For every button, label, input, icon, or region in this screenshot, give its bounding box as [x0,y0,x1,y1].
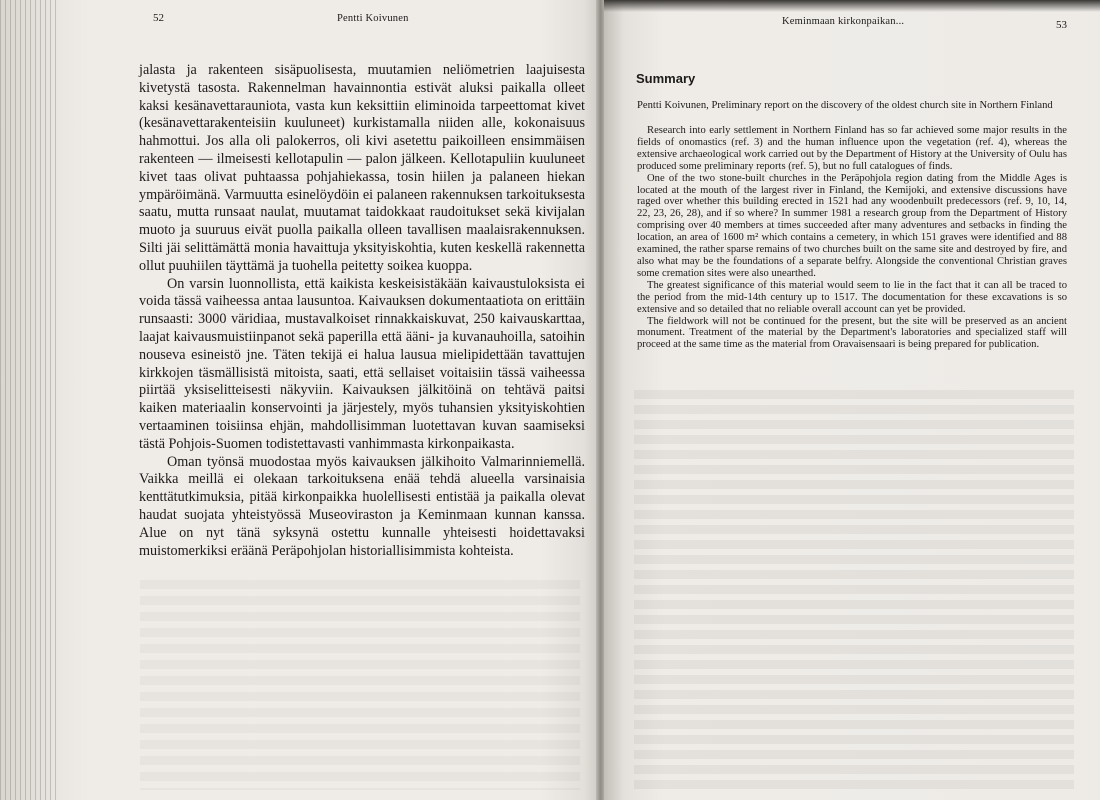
summary-body [637,125,1067,351]
summary-paragraph-4: The fieldwork will not be continued for the present, but the site will be preserved as an ancient monument. Treatment of the material by the Department's laboratories and specialized staff will proceed at the same time as the material from Oravaisensaari is being prepared for publication. [637,315,1067,351]
summary-paragraph-2: One of the two stone-built churches in the Peräpohjola region dating from the Middle Ages is located at the mouth of the largest river in Finland, the Kemijoki, and extensive discussions have raged over whether this building erected in 1521 had any woodenbuilt predecessors (ref. 9, 10, 14, 22, 23, 26, 28), and if so where? In summer 1981 a research group from the Department of History comprising over 40 members at times succeeded after many adventures and setbacks in finding the location, an area of 1600 m² which contains a cemetery, in which 151 graves were identified and 88 examined, the rather sparse remains of two churches built on the same site and destroyed by fire, and also what may be the foundations of a separate belfry. Alongside the conventional Christian graves some cremation sites were also unearthed. [637,172,1067,279]
paragraph-3: Oman työnsä muodostaa myös kaivauksen jälkihoito Valmarinniemellä. Vaikka meillä ei olekaan tarkoituksena enää tehdä alueella varsinaisia kenttätutkimuksia, pitää kirkonpaikka huolellisesti entistää ja paikalla olevat haudat suojata yhteistyössä Museoviraston ja Keminmaan kunnan kanssa. Alue on nyt tänä syksynä ostettu kunnalle yhteisesti hoidettavaksi muistomerkiksi eräänä Peräpohjolan historiallisimmista kohteista. [139,453,585,559]
show-through-text [140,580,580,790]
summary-paragraph-3: The greatest significance of this material would seem to lie in the fact that it can all be traced to the period from the mid-14th century up to 1517. The documentation for these excavations is so extensive and so detailed that no reliable overall account can yet be provided. [637,279,1067,315]
top-edge-shadow [604,0,1100,12]
summary-paragraph-1: Research into early settlement in Northern Finland has so far achieved some major results in the fields of onomastics (ref. 3) and the human influence upon the vegetation (ref. 4), whereas the extensive archaeological work carried out by the Department of History at the University of Oulu has produced some preliminary reports (ref. 5), but no full catalogues of finds. [637,125,1067,172]
running-head-left: Pentti Koivunen [337,13,409,24]
summary-byline: Pentti Koivunen, Preliminary report on the discovery of the oldest church site in Northern Finland [637,100,1053,111]
right-page [604,0,1100,800]
running-head-right: Keminmaan kirkonpaikan... [782,16,905,27]
page-number-right: 53 [1056,19,1067,31]
left-page-body [139,62,585,560]
page-number-left: 52 [153,12,164,24]
summary-heading: Summary [636,71,696,86]
paragraph-2: On varsin luonnollista, että kaikista keskeisistäkään kaivaustuloksista ei voida tässä vaiheessa antaa lausuntoa. Kaivauksen dokumentaatiota on erittäin runsaasti: 3000 väridiaa, mustavalkoiset rinnakkaiskuvat, 250 kaivauskarttaa, laajat kaivausmuistiinpanot sekä paperilla että ääni- ja kuvanauhoilla, satoihin nouseva esineistö jne. Täten tekijä ei halua lausua mielipidettään tavattujen kirkkojen täsmällisistä mitoista, saati, että sellaiset voitaisiin tässä vaiheessa piirtää yksiselitteisesti näkyviin. Kaivauksen jälkitöinä on tehtävä paitsi kaiken materiaalin konservointi ja järjestely, myös tuhansien yksityiskohtien vertaaminen toisiinsa ehjän, mahdollisimman luotettavan kuvan saamiseksi tästä Pohjois-Suomen todistettavasti vanhimmasta kirkonpaikasta. [139,275,585,452]
paragraph-1: jalasta ja rakenteen sisäpuolisesta, muutamien neliömetrien laajuisesta kivetystä tasosta. Rakennelman havainnontia estivät aluksi paikalla olleet kaksi kesänavettarauniota, vasta kun keksittiin eliminoida tarpeettomat kivet (kesänavettarakenteisiin kuuluneet) kurkistamalla niiden alle, kokonaisuus hahmottui. Jos alla oli palokerros, oli kivi asetettu paikoilleen ensimmäisen rakenteen — ilmeisesti kellotapulin — palon jälkeen. Kellotapuliin kuuluneet kivet taas olivat puhtaassa pohjahiekassa, tosin hiilen ja palaneen hiekan ympäröimänä. Varmuutta esinelöydöin ei palaneen rakennuksen tarkoituksesta saatu, mutta runsaat naulat, muutamat taidokkaat raudoitukset sekä kivijalan muoto ja suuruus eivät puolla paikalla olleen tavallisen maalaisrakennuksen. Silti jäi selittämättä monia havaittuja yksityiskohtia, kuten keskellä rakennetta ollut puuhiilen täyttämä ja tuohella peitetty soikea kuoppa. [139,62,585,274]
page-edge-stack [0,0,60,800]
show-through-text [634,390,1074,790]
